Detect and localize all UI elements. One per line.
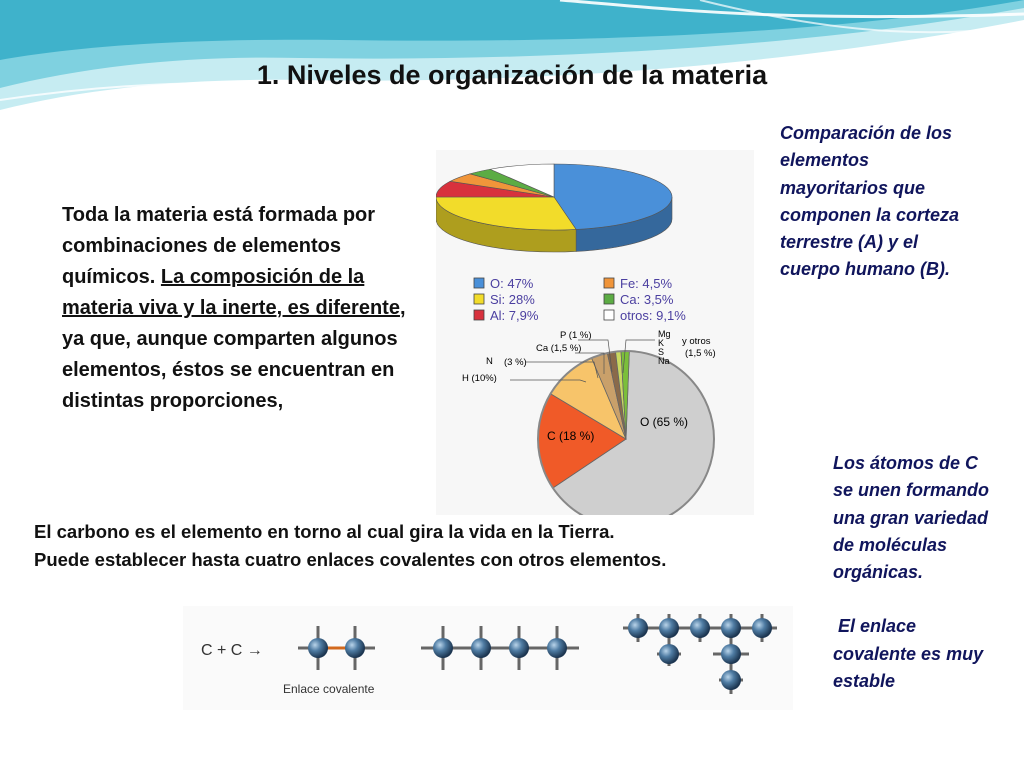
intro-text-part1: Toda la materia está formada por combinaciones de elementos químicos. xyxy=(62,204,376,288)
carbon-text-line1: El carbono es el elemento en torno al cual gira la vida en la Tierra. xyxy=(34,521,615,542)
pie-a-legend xyxy=(474,276,686,323)
element-comparison-figure xyxy=(436,150,754,515)
carbon-atom-8 xyxy=(690,618,710,638)
label-mg: Mg xyxy=(658,329,671,339)
carbon-atom-4 xyxy=(509,638,529,658)
carbon-atom-10 xyxy=(752,618,772,638)
carbon-atom-6 xyxy=(628,618,648,638)
carbon-atom-12 xyxy=(721,644,741,664)
label-h: H (10%) xyxy=(462,373,497,384)
label-c: C (18 %) xyxy=(547,429,595,443)
label-ca: Ca (1,5 %) xyxy=(536,343,582,354)
carbon-paragraph xyxy=(34,518,824,574)
legend-a-label-5: otros: 9,1% xyxy=(620,308,686,323)
legend-a-label-3: Ca: 3,5% xyxy=(620,292,674,307)
intro-paragraph xyxy=(62,200,422,417)
carbon-atom-3 xyxy=(471,638,491,658)
legend-a-swatch-2 xyxy=(474,294,484,304)
carbon-atom-13 xyxy=(721,670,741,690)
label-others-pct: (1,5 %) xyxy=(685,348,716,359)
carbon-atom-11 xyxy=(659,644,679,664)
label-p: P (1 %) xyxy=(560,330,592,341)
intro-text-underlined: La composición de la materia viva y la inerte, es diferente xyxy=(62,266,400,319)
carbon-atom-1 xyxy=(345,638,365,658)
label-k: K xyxy=(658,338,665,348)
carbon-bond-svg xyxy=(183,606,793,710)
slide-title: 1. Niveles de organización de la materia xyxy=(256,60,768,90)
legend-a-label-0: O: 47% xyxy=(490,276,534,291)
legend-a-label-4: Al: 7,9% xyxy=(490,308,539,323)
comparison-caption: Comparación de los elementos mayoritarios que componen la corteza terrestre (A) y el cuerpo humano (B). xyxy=(780,123,960,280)
intro-text-part2: , ya que, aunque comparten algunos elementos, éstos se encuentran en distintas proporciones, xyxy=(62,297,406,412)
label-n-pct: (3 %) xyxy=(504,357,527,368)
carbon-atom-5 xyxy=(547,638,567,658)
atoms-caption-p1: Los átomos de C se unen formando una gran variedad de moléculas orgánicas. xyxy=(833,453,990,583)
legend-a-label-1: Fe: 4,5% xyxy=(620,276,673,291)
label-o: O (65 %) xyxy=(640,415,689,429)
legend-a-label-2: Si: 28% xyxy=(490,292,535,307)
label-n: N xyxy=(486,356,493,367)
atoms-caption-p2: El enlace covalente es muy estable xyxy=(833,616,984,692)
legend-a-swatch-0 xyxy=(474,278,484,288)
carbon-atom-2 xyxy=(433,638,453,658)
bond-equation: C + C → xyxy=(201,642,263,659)
bond-caption: Enlace covalente xyxy=(283,682,375,696)
label-s: S xyxy=(658,347,665,357)
element-charts-svg xyxy=(436,150,754,515)
carbon-bond-illustration xyxy=(183,606,793,710)
carbon-atom-9 xyxy=(721,618,741,638)
carbon-atom-0 xyxy=(308,638,328,658)
legend-a-swatch-4 xyxy=(474,310,484,320)
label-y-otros: y otros xyxy=(682,336,711,347)
atoms-caption xyxy=(833,450,1003,695)
legend-a-swatch-3 xyxy=(604,294,614,304)
pie-chart-earth-crust xyxy=(436,164,672,252)
legend-a-swatch-5 xyxy=(604,310,614,320)
legend-a-swatch-1 xyxy=(604,278,614,288)
carbon-atom-7 xyxy=(659,618,679,638)
carbon-atoms xyxy=(308,618,772,690)
carbon-text-line2: Puede establecer hasta cuatro enlaces covalentes con otros elementos. xyxy=(34,549,667,570)
label-na: Na xyxy=(658,356,670,366)
